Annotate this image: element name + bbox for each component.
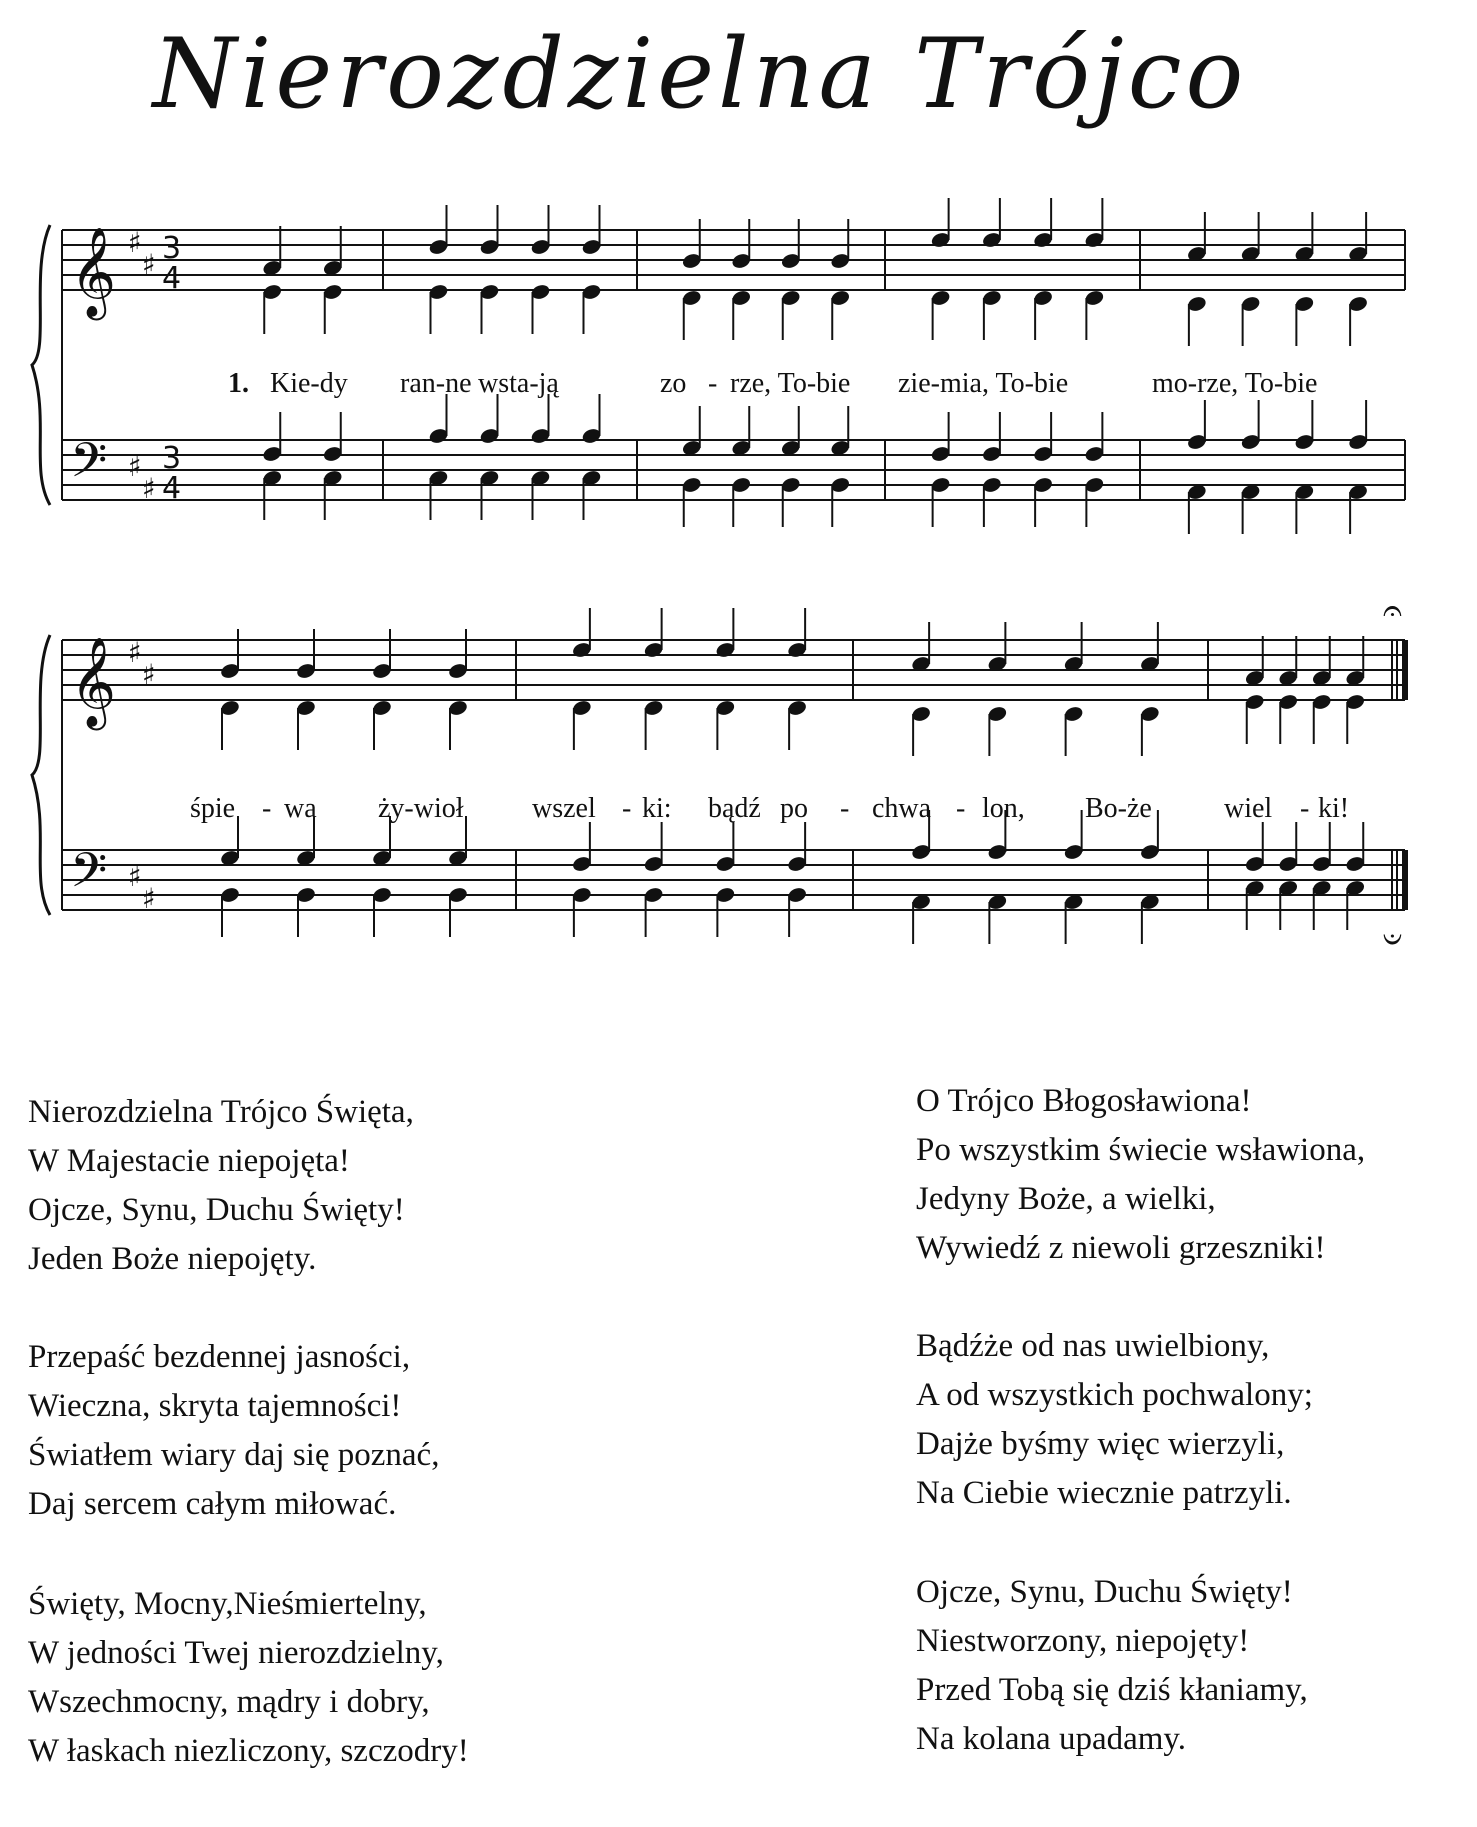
page-title: Nierozdzielna Trójco <box>152 18 1248 130</box>
lyric-line: W Majestacie niepojęta! <box>28 1143 350 1179</box>
lyric-syllable: śpie <box>190 793 236 824</box>
lyric-line: O Trójco Błogosławiona! <box>916 1083 1252 1119</box>
lyric-syllable: ży-wioł <box>378 793 464 824</box>
lyric-line: Niestworzony, niepojęty! <box>916 1623 1250 1659</box>
lyric-syllable: - <box>262 793 272 824</box>
verse-number: 1. <box>228 368 249 399</box>
sharp-icon: ♯ <box>128 636 142 669</box>
lyric-syllable: - <box>840 793 850 824</box>
lyric-syllable: - <box>1300 793 1310 824</box>
treble-clef-icon: 𝄞 <box>70 227 117 317</box>
lyric-syllable: wszel <box>532 793 596 824</box>
lyric-syllable: bądź <box>708 793 761 824</box>
sharp-icon: ♯ <box>128 226 142 259</box>
lyric-line: W jedności Twej nierozdzielny, <box>28 1635 444 1671</box>
stanza-left-2 <box>28 1333 668 1529</box>
time-signature-top: 3 <box>162 441 182 476</box>
lyric-syllable: zo <box>660 368 687 399</box>
lyric-line: Jedyny Boże, a wielki, <box>916 1181 1216 1217</box>
lyric-syllable: wiel <box>1224 793 1273 824</box>
lyric-line: Daj sercem całym miłować. <box>28 1486 397 1522</box>
lyric-line: Światłem wiary daj się poznać, <box>28 1437 440 1473</box>
lyric-line: Bądźże od nas uwielbiony, <box>916 1328 1270 1364</box>
system-brace <box>32 225 50 505</box>
lyric-syllable: ki! <box>1318 793 1350 824</box>
lyric-syllable: - <box>708 368 718 399</box>
lyric-line: W łaskach niezliczony, szczodry! <box>28 1733 469 1769</box>
stanza-right-1 <box>916 1077 1477 1273</box>
time-signature-top: 3 <box>162 231 182 266</box>
lyric-line: Wywiedź z niewoli grzeszniki! <box>916 1230 1326 1266</box>
lyric-syllable: - <box>956 793 966 824</box>
lyric-syllable: chwa <box>872 793 932 824</box>
stanza-left-3 <box>28 1580 668 1776</box>
fermata-icon: 𝄐 <box>1383 591 1402 631</box>
time-signature-bottom: 4 <box>162 471 182 506</box>
bass-clef-icon: 𝄢 <box>70 432 108 500</box>
lyric-syllable: ki: <box>642 793 672 824</box>
lyric-line: Nierozdzielna Trójco Święta, <box>28 1094 414 1130</box>
lyric-line: Święty, Mocny,Nieśmiertelny, <box>28 1586 427 1622</box>
lyric-line: Przed Tobą się dziś kłaniamy, <box>916 1672 1308 1708</box>
bass-clef-icon: 𝄢 <box>70 842 108 910</box>
treble-clef-icon: 𝄞 <box>70 637 117 727</box>
lyric-syllable: wa <box>284 793 317 824</box>
sharp-icon: ♯ <box>142 248 156 281</box>
lyric-syllable: - <box>622 793 632 824</box>
lyric-line: A od wszystkich pochwalony; <box>916 1377 1313 1413</box>
lyric-syllable: po <box>780 793 808 824</box>
fermata-icon: 𝄑 <box>1383 919 1402 959</box>
lyric-line: Dajże byśmy więc wierzyli, <box>916 1426 1285 1462</box>
sharp-icon: ♯ <box>142 882 156 915</box>
lyric-line: Przepaść bezdennej jasności, <box>28 1339 411 1375</box>
lyric-line: Na kolana upadamy. <box>916 1721 1187 1757</box>
lyric-syllable: zie-mia, To-bie <box>898 368 1069 399</box>
lyric-line: Wszechmocny, mądry i dobry, <box>28 1684 430 1720</box>
lyric-syllable: Bo-że <box>1085 793 1152 824</box>
lyric-line: Ojcze, Synu, Duchu Święty! <box>28 1192 405 1228</box>
lyric-line: Po wszystkim świecie wsławiona, <box>916 1132 1366 1168</box>
lyric-syllable: lon, <box>982 793 1025 824</box>
time-signature-bottom: 4 <box>162 261 182 296</box>
lyric-syllable: rze, To-bie <box>730 368 851 399</box>
lyric-syllable: Kie-dy <box>270 368 348 399</box>
sharp-icon: ♯ <box>128 450 142 483</box>
lyric-syllable: wsta-ją <box>478 368 559 399</box>
lyric-syllable: ran-ne <box>400 368 472 399</box>
sharp-icon: ♯ <box>142 472 156 505</box>
lyric-line: Jeden Boże niepojęty. <box>28 1241 317 1277</box>
stanza-right-2 <box>916 1322 1477 1518</box>
stanza-left-1 <box>28 1088 668 1284</box>
lyric-syllable: mo-rze, To-bie <box>1152 368 1318 399</box>
sharp-icon: ♯ <box>142 658 156 691</box>
system-brace <box>32 635 50 915</box>
lyric-line: Wieczna, skryta tajemności! <box>28 1388 402 1424</box>
sharp-icon: ♯ <box>128 860 142 893</box>
lyric-line: Na Ciebie wiecznie patrzyli. <box>916 1475 1292 1511</box>
lyric-line: Ojcze, Synu, Duchu Święty! <box>916 1574 1293 1610</box>
stanza-right-3 <box>916 1568 1477 1764</box>
